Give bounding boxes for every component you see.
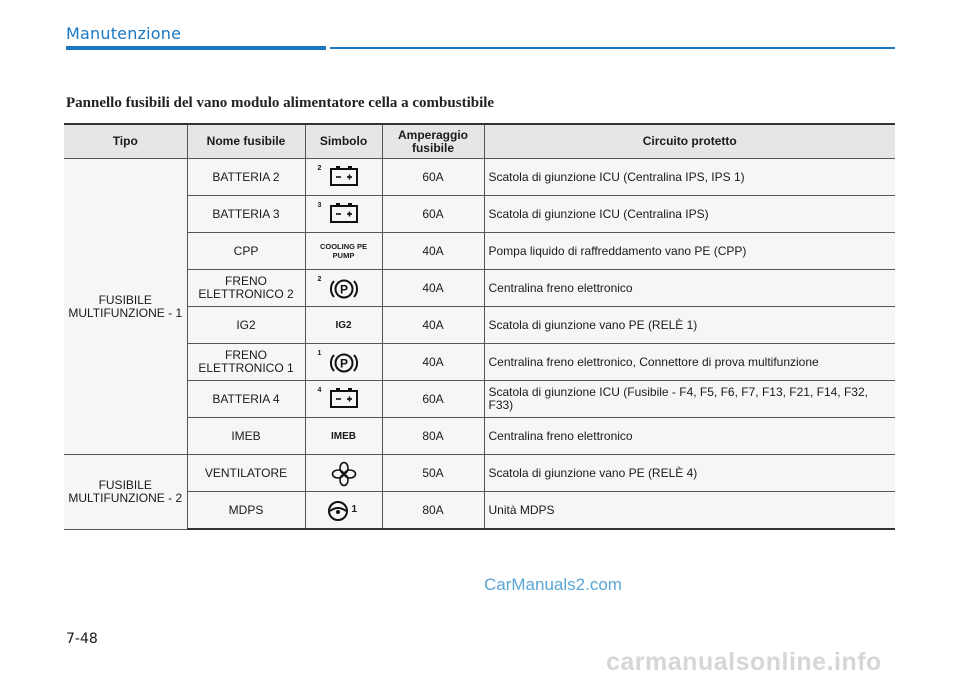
fuse-circuit-cell: Scatola di giunzione vano PE (RELÈ 1) — [484, 307, 895, 344]
fuse-name-cell: BATTERIA 4 — [187, 381, 305, 418]
fuse-amp-cell: 40A — [382, 307, 484, 344]
table-row — [64, 492, 895, 530]
symbol — [314, 273, 374, 303]
symbol-text: IG2 — [335, 320, 352, 331]
fuse-amp-cell: 60A — [382, 381, 484, 418]
header-rule-thick — [66, 46, 326, 50]
fuse-symbol-cell — [305, 270, 382, 307]
table-row — [64, 344, 895, 381]
fuse-name-cell: IMEB — [187, 418, 305, 455]
fuse-amp-cell: 40A — [382, 344, 484, 381]
symbol — [314, 384, 374, 414]
fuse-amp-cell: 80A — [382, 492, 484, 530]
symbol — [314, 458, 374, 488]
col-header-simbolo: Simbolo — [305, 124, 382, 159]
symbol-number: 1 — [351, 504, 358, 515]
symbol-number: 4 — [317, 387, 322, 394]
steering-icon — [326, 498, 352, 524]
symbol — [314, 199, 374, 229]
fuse-table — [64, 123, 895, 530]
fuse-amp-cell: 60A — [382, 159, 484, 196]
table-row — [64, 196, 895, 233]
fuse-circuit-cell: Pompa liquido di raffreddamento vano PE (CPP) — [484, 233, 895, 270]
table-row — [64, 159, 895, 196]
symbol-text — [310, 242, 378, 260]
fuse-name-cell: VENTILATORE — [187, 455, 305, 492]
table-row — [64, 455, 895, 492]
col-header-tipo: Tipo — [64, 124, 187, 159]
fuse-name-cell: FRENO ELETTRONICO 2 — [187, 270, 305, 307]
symbol-number: 1 — [317, 350, 322, 357]
fuse-symbol-cell — [305, 455, 382, 492]
symbol-number: 2 — [317, 165, 322, 172]
page-number: 7-48 — [66, 631, 98, 647]
table-row — [64, 418, 895, 455]
svg-text:P: P — [339, 282, 348, 297]
fuse-amp-cell: 80A — [382, 418, 484, 455]
col-header-amperaggio: Amperaggio fusibile — [382, 124, 484, 159]
fuse-type-cell: FUSIBILE MULTIFUNZIONE - 1 — [64, 159, 187, 455]
svg-text:P: P — [339, 356, 348, 371]
fuse-name-cell: IG2 — [187, 307, 305, 344]
fuse-name-cell: BATTERIA 2 — [187, 159, 305, 196]
col-header-circuito: Circuito protetto — [484, 124, 895, 159]
table-row — [64, 270, 895, 307]
fuse-symbol-cell — [305, 233, 382, 270]
fuse-amp-cell: 40A — [382, 270, 484, 307]
table-row — [64, 381, 895, 418]
symbol-number: 3 — [317, 202, 322, 209]
page-title: Pannello fusibili del vano modulo alimentatore cella a combustibile — [66, 95, 495, 111]
symbol-text-content: COOLING PE PUMP — [319, 242, 368, 260]
col-header-nome: Nome fusibile — [187, 124, 305, 159]
fuse-name-cell: CPP — [187, 233, 305, 270]
fuse-circuit-cell: Scatola di giunzione vano PE (RELÈ 4) — [484, 455, 895, 492]
fuse-amp-cell: 40A — [382, 233, 484, 270]
header-rule-thin — [330, 47, 895, 49]
fuse-circuit-cell: Unità MDPS — [484, 492, 895, 530]
table-header-row — [64, 124, 895, 159]
fuse-name-cell: FRENO ELETTRONICO 1 — [187, 344, 305, 381]
fuse-circuit-cell: Scatola di giunzione ICU (Centralina IPS, IPS 1) — [484, 159, 895, 196]
fuse-name-cell: BATTERIA 3 — [187, 196, 305, 233]
fuse-symbol-cell — [305, 307, 382, 344]
fuse-symbol-cell — [305, 381, 382, 418]
fuse-circuit-cell: Centralina freno elettronico — [484, 270, 895, 307]
fuse-symbol-cell — [305, 344, 382, 381]
fuse-circuit-cell: Centralina freno elettronico — [484, 418, 895, 455]
fuse-symbol-cell — [305, 492, 382, 530]
fuse-circuit-cell: Centralina freno elettronico, Connettore di prova multifunzione — [484, 344, 895, 381]
fuse-circuit-cell: Scatola di giunzione ICU (Fusibile - F4, F5, F6, F7, F13, F21, F14, F32, F33) — [484, 381, 895, 418]
fuse-amp-cell: 60A — [382, 196, 484, 233]
fuse-symbol-cell — [305, 159, 382, 196]
fuse-type-cell: FUSIBILE MULTIFUNZIONE - 2 — [64, 455, 187, 530]
fuse-name-cell: MDPS — [187, 492, 305, 530]
watermark-carmanualsonline: carmanualsonline.info — [606, 648, 882, 676]
symbol — [324, 495, 364, 525]
watermark-carmanuals2: CarManuals2.com — [484, 575, 622, 594]
table-row — [64, 233, 895, 270]
symbol — [314, 347, 374, 377]
section-title: Manutenzione — [66, 24, 182, 43]
fuse-symbol-cell — [305, 418, 382, 455]
symbol — [314, 162, 374, 192]
fuse-symbol-cell — [305, 196, 382, 233]
fuse-amp-cell: 50A — [382, 455, 484, 492]
fuse-circuit-cell: Scatola di giunzione ICU (Centralina IPS) — [484, 196, 895, 233]
table-row — [64, 307, 895, 344]
symbol-text: IMEB — [331, 431, 356, 442]
symbol-number: 2 — [317, 276, 322, 283]
